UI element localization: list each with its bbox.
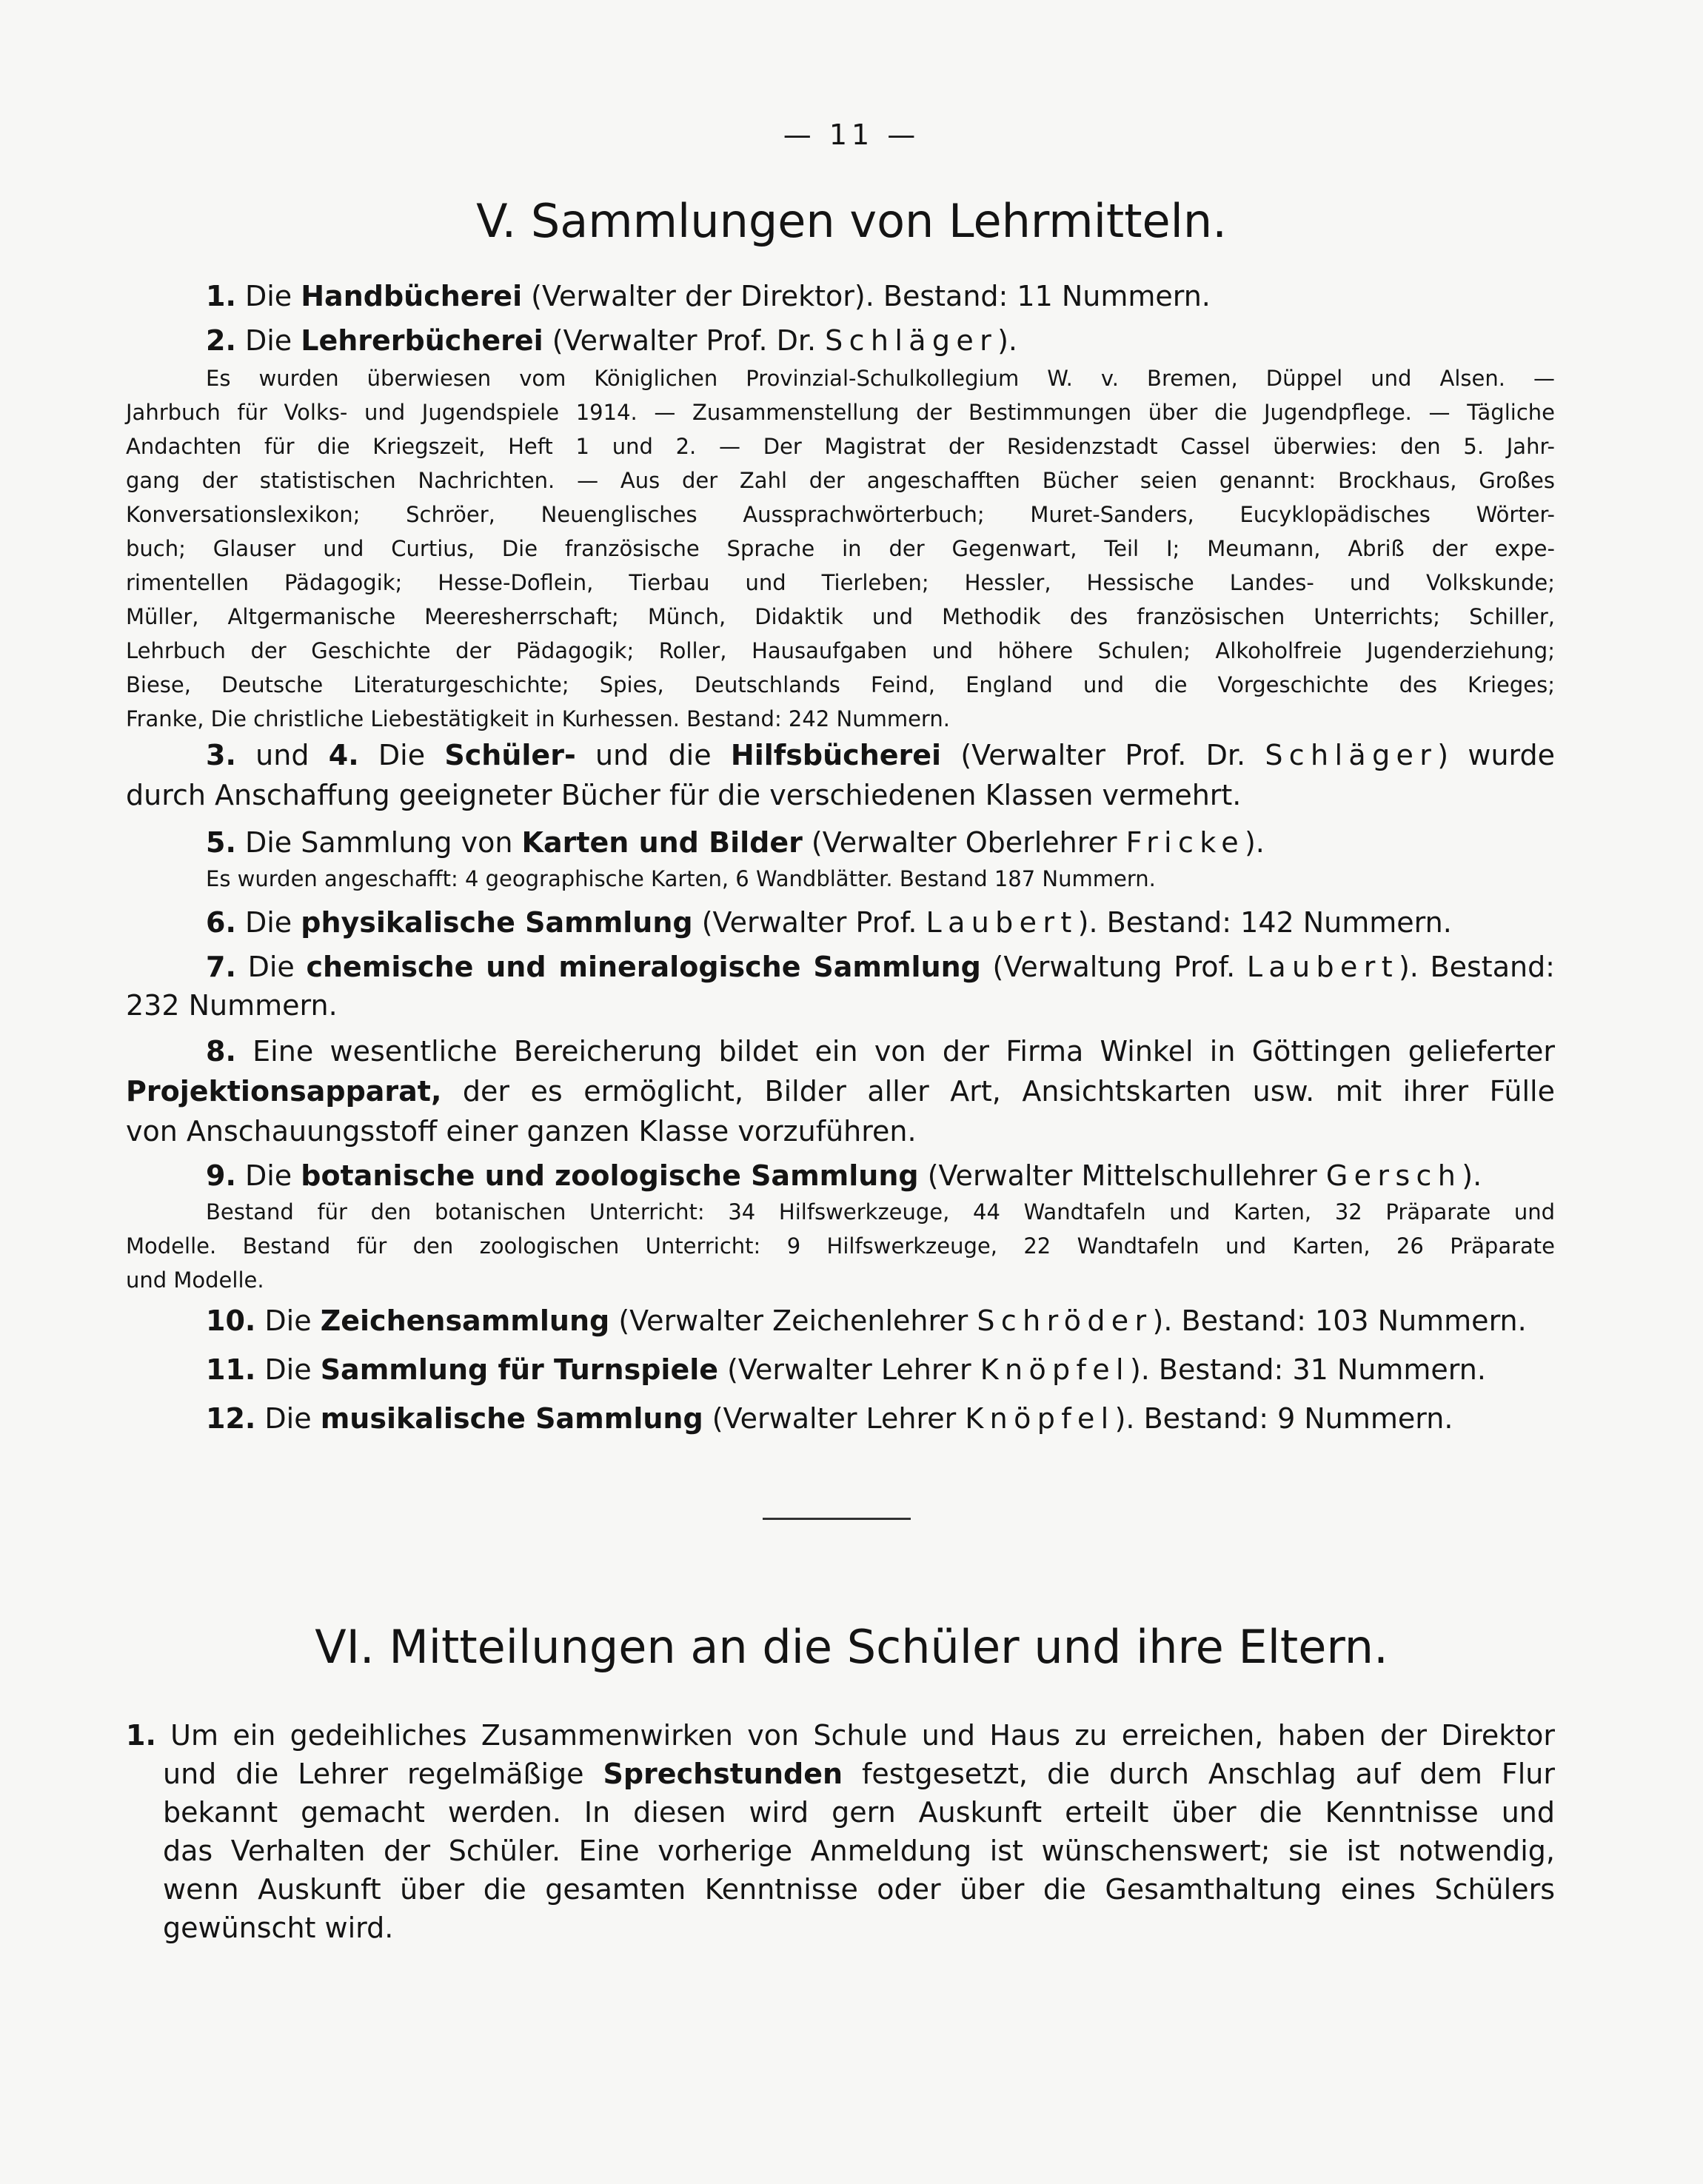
item-2: 2. Die Lehrerbücherei (Verwalter Prof. Dr. Schläger). (206, 324, 1018, 357)
item-7: 7. Die chemische und mineralogische Sammlung (Verwaltung Prof. Laubert). Bestand: (206, 951, 1555, 983)
item-3-4-line-2: durch Anschaffung geeigneter Bücher für die verschiedenen Klassen vermehrt. (126, 779, 1242, 811)
text-line: Bestand für den botanischen Unterricht: 34 Hilfswerkzeuge, 44 Wandtafeln und Karten, 32 Präparate und (206, 1199, 1555, 1225)
text-line: Biese, Deutsche Literaturgeschichte; Spies, Deutschlands Feind, England und die Vorgeschichte des Krieges; (126, 672, 1555, 697)
item-12: 12. Die musikalische Sammlung (Verwalter Lehrer Knöpfel). Bestand: 9 Nummern. (206, 1402, 1453, 1435)
text-line: Konversationslexikon; Schröer, Neuenglisches Aussprachwörterbuch; Muret-Sanders, Eucyklopädisches Wörter- (126, 502, 1555, 527)
item-8-line-3: von Anschauungsstoff einer ganzen Klasse vorzuführen. (126, 1115, 917, 1148)
paragraph-1-line: 1. Um ein gedeihliches Zusammenwirken von Schule und Haus zu erreichen, haben der Direktor (126, 1719, 1555, 1752)
paragraph-1-line: bekannt gemacht werden. In diesen wird gern Auskunft erteilt über die Kenntnisse und (163, 1796, 1555, 1829)
item-1: 1. Die Handbücherei (Verwalter der Direktor). Bestand: 11 Nummern. (206, 280, 1211, 312)
section-5-heading: V. Sammlungen von Lehrmitteln. (476, 194, 1227, 248)
item-10: 10. Die Zeichensammlung (Verwalter Zeichenlehrer Schröder). Bestand: 103 Nummern. (206, 1304, 1527, 1337)
item-5-text: Es wurden angeschafft: 4 geographische Karten, 6 Wandblätter. Bestand 187 Nummern. (206, 866, 1156, 891)
text-line: rimentellen Pädagogik; Hesse-Doflein, Tierbau und Tierleben; Hessler, Hessische Landes- und Volkskunde; (126, 570, 1555, 595)
paragraph-1-line: und die Lehrer regelmäßige Sprechstunden festgesetzt, die durch Anschlag auf dem Flur (163, 1758, 1555, 1790)
text-line: Modelle. Bestand für den zoologischen Unterricht: 9 Hilfswerkzeuge, 22 Wandtafeln und Karten, 26 Präparate (126, 1233, 1555, 1259)
item-6: 6. Die physikalische Sammlung (Verwalter Prof. Laubert). Bestand: 142 Nummern. (206, 906, 1452, 939)
section-6-heading: VI. Mitteilungen an die Schüler und ihre Eltern. (315, 1620, 1388, 1674)
text-line: Andachten für die Kriegszeit, Heft 1 und 2. — Der Magistrat der Residenzstadt Cassel überwies: den 5. Jahr- (126, 434, 1555, 459)
text-line: Es wurden überwiesen vom Königlichen Provinzial-Schulkollegium W. v. Bremen, Düppel und Alsen. — (206, 366, 1555, 391)
text-line: und Modelle. (126, 1267, 264, 1293)
item-8-line-2: Projektionsapparat, der es ermöglicht, Bilder aller Art, Ansichtskarten usw. mit ihrer Fülle (126, 1075, 1555, 1108)
item-5: 5. Die Sammlung von Karten und Bilder (Verwalter Oberlehrer Fricke). (206, 826, 1265, 859)
paragraph-1-line: wenn Auskunft über die gesamten Kenntnisse oder über die Gesamthaltung eines Schülers (163, 1873, 1555, 1906)
text-line: Franke, Die christliche Liebestätigkeit in Kurhessen. Bestand: 242 Nummern. (126, 706, 950, 731)
text-line: gang der statistischen Nachrichten. — Aus der Zahl der angeschafften Bücher seien genannt: Brockhaus, Großes (126, 468, 1555, 493)
page-number: — 11 — (783, 118, 920, 151)
text-line: buch; Glauser und Curtius, Die französische Sprache in der Gegenwart, Teil I; Meumann, Abriß der expe- (126, 536, 1555, 561)
item-3-4: 3. und 4. Die Schüler- und die Hilfsbücherei (Verwalter Prof. Dr. Schläger) wurde (206, 739, 1556, 771)
text-line: Lehrbuch der Geschichte der Pädagogik; Roller, Hausaufgaben und höhere Schulen; Alkoholfreie Jugenderziehung; (126, 638, 1555, 663)
paragraph-1-line: gewünscht wird. (163, 1912, 394, 1944)
item-11: 11. Die Sammlung für Turnspiele (Verwalter Lehrer Knöpfel). Bestand: 31 Nummern. (206, 1353, 1486, 1386)
item-9: 9. Die botanische und zoologische Sammlung (Verwalter Mittelschullehrer Gersch). (206, 1159, 1482, 1192)
text-line: Jahrbuch für Volks- und Jugendspiele 1914. — Zusammenstellung der Bestimmungen über die Jugendpflege. — Tägliche (126, 400, 1555, 425)
text-line: Müller, Altgermanische Meeresherrschaft; Münch, Didaktik und Methodik des französischen Unterrichts; Schiller, (126, 604, 1555, 629)
item-8: 8. Eine wesentliche Bereicherung bildet ein von der Firma Winkel in Göttingen gelieferter (206, 1035, 1555, 1068)
paragraph-1-line: das Verhalten der Schüler. Eine vorherige Anmeldung ist wünschenswert; sie ist notwendig, (163, 1835, 1555, 1867)
item-7-line-2: 232 Nummern. (126, 989, 338, 1022)
section-divider (763, 1518, 911, 1520)
